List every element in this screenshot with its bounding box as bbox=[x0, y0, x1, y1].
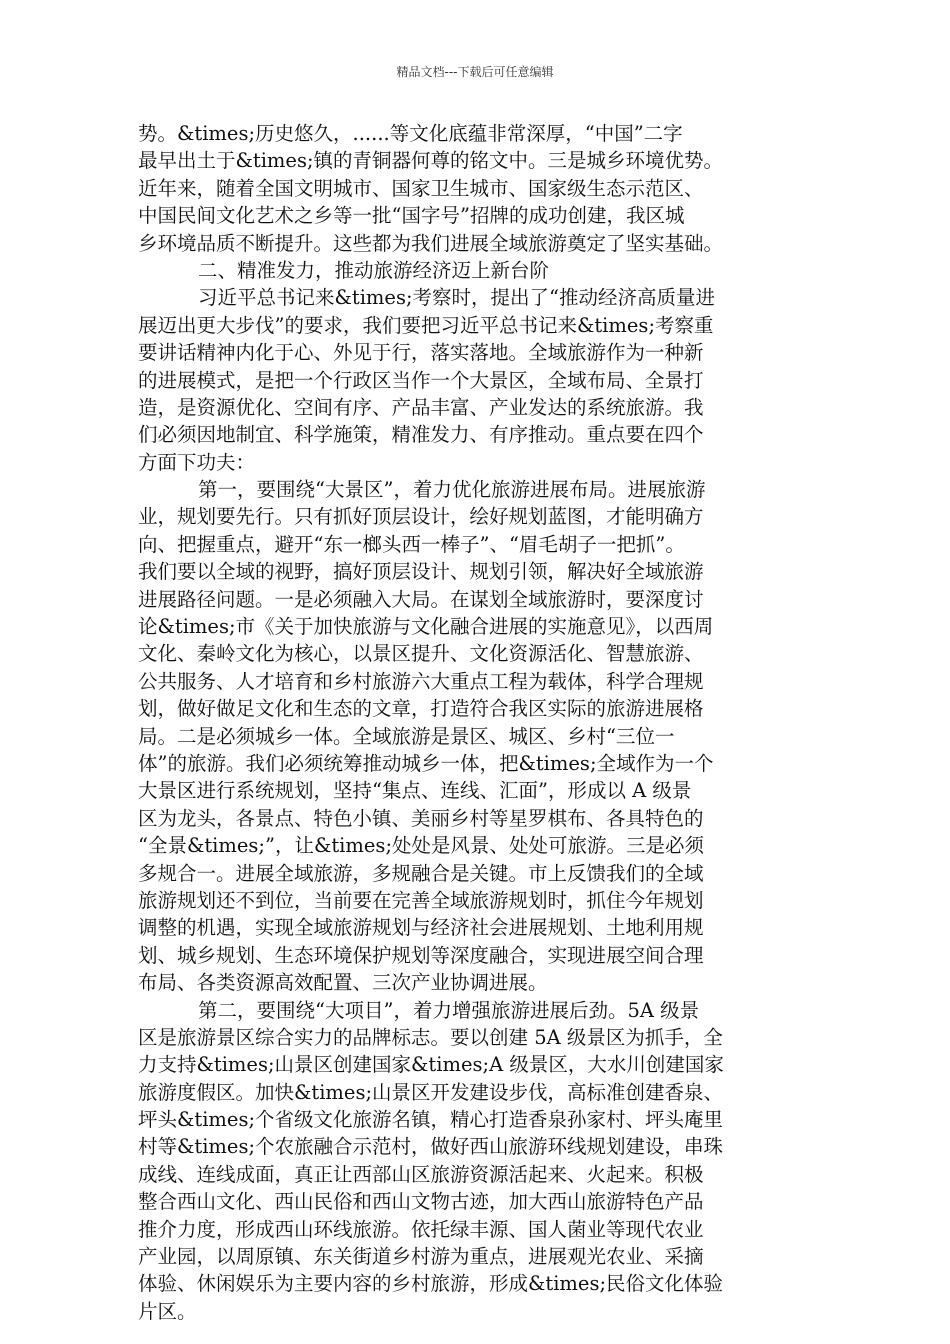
text-line: 乡环境品质不断提升。这些都为我们进展全域旅游奠定了坚实基础。 bbox=[138, 231, 724, 255]
text-line: 调整的机遇，实现全域旅游规划与经济社会进展规划、土地利用规 bbox=[138, 916, 704, 940]
text-line: 多规合一。进展全域旅游，多规融合是关键。市上反馈我们的全域 bbox=[138, 861, 704, 885]
text-line: 第二，要围绕“大项目”，着力增强旅游进展后劲。5A 级景 bbox=[198, 998, 700, 1022]
text-line: 中国民间文化艺术之乡等一批“国字号”招牌的成功创建，我区城 bbox=[138, 204, 685, 228]
section-heading: 二、精准发力，推动旅游经济迈上新台阶 bbox=[198, 258, 550, 282]
text-line: 习近平总书记来&times;考察时，提出了“推动经济高质量进 bbox=[198, 286, 716, 310]
text-line: 划、城乡规划、生态环境保护规划等深度融合，实现进展空间合理 bbox=[138, 943, 704, 967]
text-line: 势。&times;历史悠久，......等文化底蕴非常深厚，“中国”二字 bbox=[138, 122, 683, 145]
text-line: 区是旅游景区综合实力的品牌标志。要以创建 5A 级景区为抓手，全 bbox=[138, 1025, 723, 1049]
text-line: 布局、各类资源高效配置、三次产业协调进展。 bbox=[138, 971, 548, 995]
text-line: 我们要以全域的视野，搞好顶层设计、规划引领，解决好全域旅游 bbox=[138, 560, 704, 584]
text-line: 要讲话精神内化于心、外见于行，落实落地。全域旅游作为一种新 bbox=[138, 341, 704, 365]
text-line: 最早出土于&times;镇的青铜器何尊的铭文中。三是城乡环境优势。 bbox=[138, 149, 724, 173]
text-line: 区为龙头，各景点、特色小镇、美丽乡村等星罗棋布、各具特色的 bbox=[138, 806, 704, 830]
text-line: 产业园，以周原镇、东关街道乡村游为重点，进展观光农业、采摘 bbox=[138, 1245, 704, 1269]
text-line: 的进展模式，是把一个行政区当作一个大景区，全域布局、全景打 bbox=[138, 368, 704, 392]
text-line: 公共服务、人才培育和乡村旅游六大重点工程为载体，科学合理规 bbox=[138, 669, 704, 693]
text-line: 业，规划要先行。只有抓好顶层设计，绘好规划蓝图，才能明确方 bbox=[138, 505, 704, 529]
text-line: 文化、秦岭文化为核心，以景区提升、文化资源活化、智慧旅游、 bbox=[138, 642, 704, 666]
text-line: 成线、连线成面，真正让西部山区旅游资源活起来、火起来。积极 bbox=[138, 1162, 704, 1186]
text-line: 体验、休闲娱乐为主要内容的乡村旅游，形成&times;民俗文化体验 bbox=[138, 1272, 724, 1296]
text-line: 旅游度假区。加快&times;山景区开发建设步伐，高标准创建香泉、 bbox=[138, 1080, 724, 1104]
text-line: 片区。 bbox=[138, 1299, 197, 1323]
text-line: 整合西山文化、西山民俗和西山文物古迹，加大西山旅游特色产品 bbox=[138, 1190, 704, 1214]
text-line: 局。二是必须城乡一体。全域旅游是景区、城区、乡村“三位一 bbox=[138, 724, 675, 748]
document-body bbox=[138, 120, 814, 1325]
text-line: 论&times;市《关于加快旅游与文化融合进展的实施意见》，以西周 bbox=[138, 615, 714, 639]
text-line: 向、把握重点，避开“东一榔头西一棒子”、“眉毛胡子一把抓”。 bbox=[138, 532, 685, 556]
text-line: 村等&times;个农旅融合示范村，做好西山旅游环线规划建设，串珠 bbox=[138, 1135, 724, 1159]
text-line: 力支持&times;山景区创建国家&times;A 级景区，大水川创建国家 bbox=[138, 1053, 724, 1077]
text-line: 造，是资源优化、空间有序、产品丰富、产业发达的系统旅游。我 bbox=[138, 395, 704, 419]
page-header: 精品文档---下载后可任意编辑 bbox=[396, 65, 554, 79]
text-line: 进展路径问题。一是必须融入大局。在谋划全域旅游时，要深度讨 bbox=[138, 587, 704, 611]
text-line: 推介力度，形成西山环线旅游。依托绿丰源、国人菌业等现代农业 bbox=[138, 1217, 704, 1241]
text-line: 们必须因地制宜、科学施策，精准发力、有序推动。重点要在四个 bbox=[138, 423, 704, 447]
text-line: 近年来，随着全国文明城市、国家卫生城市、国家级生态示范区、 bbox=[138, 176, 704, 200]
text-line: 方面下功夫： bbox=[138, 450, 256, 474]
text-line: 旅游规划还不到位，当前要在完善全域旅游规划时，抓住今年规划 bbox=[138, 888, 704, 912]
text-line: “全景&times;”，让&times;处处是风景、处处可旅游。三是必须 bbox=[138, 834, 705, 858]
text-line: 划，做好做足文化和生态的文章，打造符合我区实际的旅游进展格 bbox=[138, 697, 704, 721]
text-line: 体”的旅游。我们必须统筹推动城乡一体，把&times;全域作为一个 bbox=[138, 751, 714, 775]
text-line: 坪头&times;个省级文化旅游名镇，精心打造香泉孙家村、坪头庵里 bbox=[138, 1108, 724, 1132]
text-line: 第一，要围绕“大景区”，着力优化旅游进展布局。进展旅游 bbox=[198, 478, 706, 502]
text-line: 大景区进行系统规划，坚持“集点、连线、汇面”，形成以 A 级景 bbox=[138, 779, 692, 803]
text-line: 展迈出更大步伐”的要求，我们要把习近平总书记来&times;考察重 bbox=[138, 313, 714, 337]
